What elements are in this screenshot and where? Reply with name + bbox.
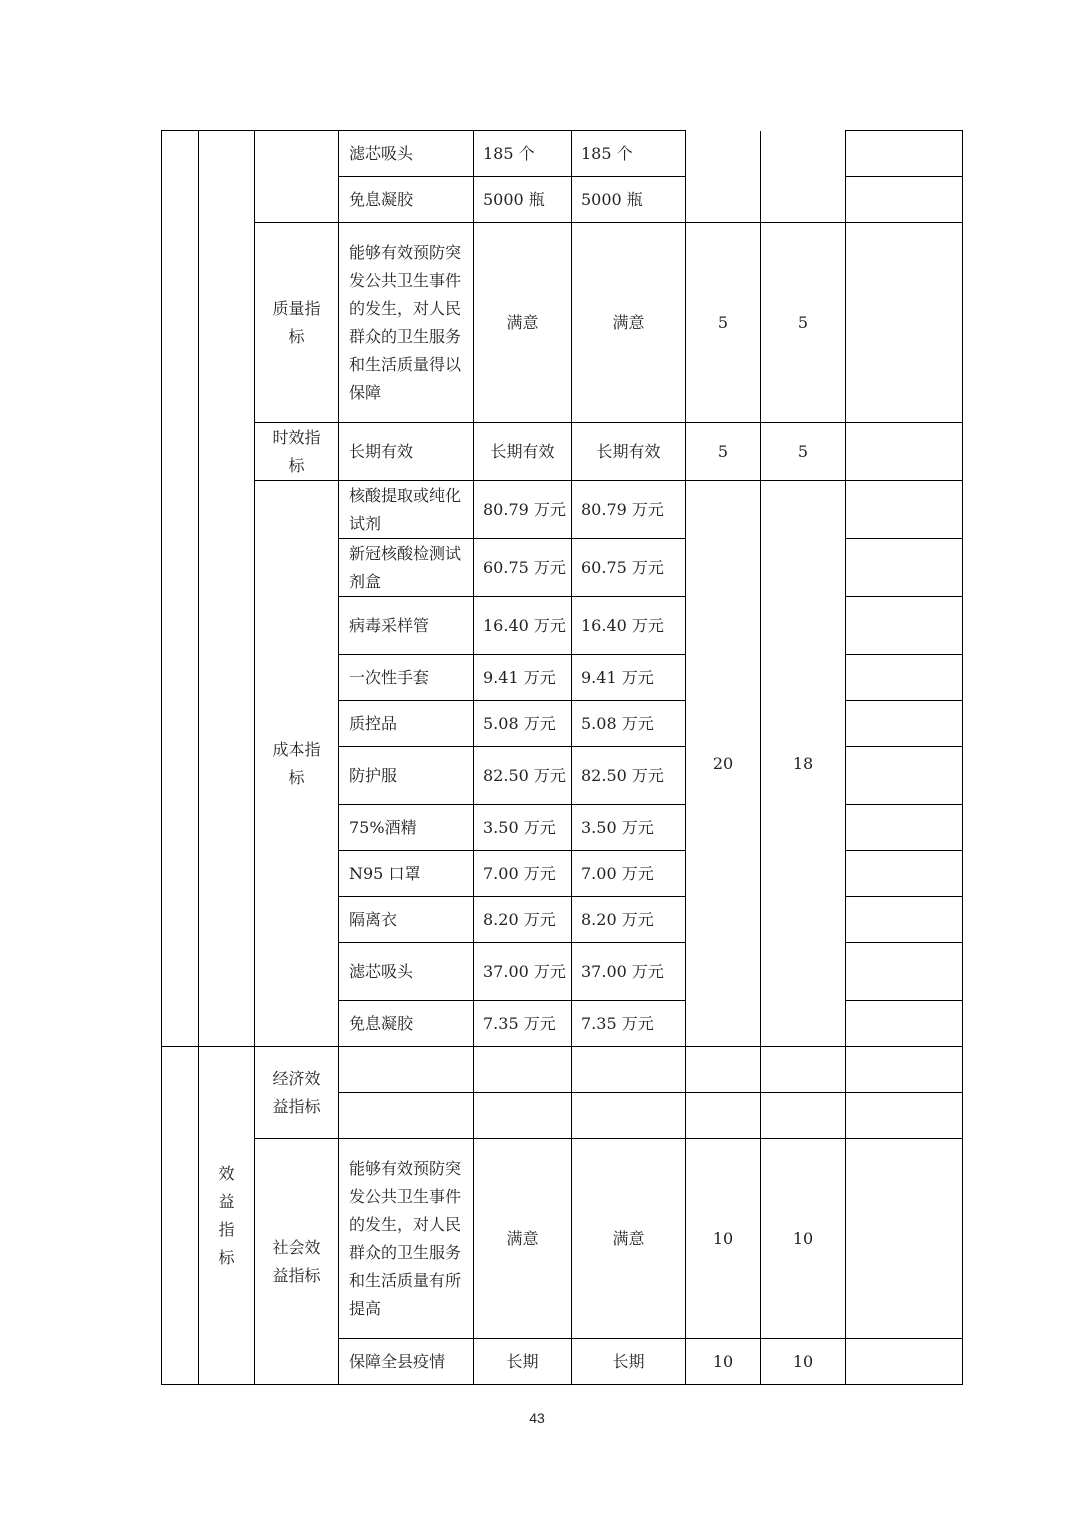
actual-cell: 长期有效 [572,423,686,481]
indicator-cell: 防护服 [339,747,474,805]
indicator-cell: N95 口罩 [339,851,474,897]
actual-cell: 60.75 万元 [572,539,686,597]
score-cell [761,1093,846,1139]
score-cell: 18 [761,481,846,1047]
score-cell [761,1047,846,1093]
indicator-cell: 能够有效预防突发公共卫生事件的发生，对人民群众的卫生服务和生活质量有所提高 [339,1139,474,1339]
table-row [162,1139,963,1339]
indicator-cell: 核酸提取或纯化试剂 [339,481,474,539]
note-cell [846,701,963,747]
note-cell [846,897,963,943]
economic-label: 经济效益指标 [272,1068,321,1116]
cost-label: 成本指标 [272,739,321,787]
quality-label-cell [255,223,339,423]
actual-cell [572,1047,686,1093]
target-cell: 37.00 万元 [474,943,572,1001]
target-cell: 长期有效 [474,423,572,481]
indicator-cell: 滤芯吸头 [339,131,474,177]
note-cell [846,943,963,1001]
actual-cell: 80.79 万元 [572,481,686,539]
note-cell [846,223,963,423]
score-cell [761,131,846,223]
target-cell: 16.40 万元 [474,597,572,655]
target-cell: 满意 [474,1139,572,1339]
social-label-cell [255,1139,339,1385]
weight-cell: 5 [686,223,761,423]
score-cell: 10 [761,1339,846,1385]
note-cell [846,539,963,597]
weight-cell: 10 [686,1139,761,1339]
actual-cell: 16.40 万元 [572,597,686,655]
table-row [162,423,963,481]
indicator-cell: 免息凝胶 [339,177,474,223]
actual-cell: 9.41 万元 [572,655,686,701]
level2-output-cell [199,131,255,1047]
target-cell: 7.00 万元 [474,851,572,897]
actual-cell: 满意 [572,1139,686,1339]
cost-label-cell [255,481,339,1047]
indicator-cell: 保障全县疫情 [339,1339,474,1385]
note-cell [846,851,963,897]
note-cell [846,1139,963,1339]
target-cell: 长期 [474,1339,572,1385]
level1-cell [162,131,199,1047]
note-cell [846,131,963,177]
score-cell: 5 [761,223,846,423]
indicator-cell [339,1093,474,1139]
indicator-cell: 长期有效 [339,423,474,481]
quality-label: 质量指标 [272,298,321,346]
actual-cell: 8.20 万元 [572,897,686,943]
actual-cell: 5.08 万元 [572,701,686,747]
actual-cell: 3.50 万元 [572,805,686,851]
note-cell [846,1339,963,1385]
target-cell: 3.50 万元 [474,805,572,851]
score-cell: 5 [761,423,846,481]
actual-cell [572,1093,686,1139]
timeliness-label-cell [255,423,339,481]
weight-cell [686,1047,761,1093]
note-cell [846,655,963,701]
weight-cell: 20 [686,481,761,1047]
target-cell: 5000 瓶 [474,177,572,223]
indicator-cell: 滤芯吸头 [339,943,474,1001]
note-cell [846,597,963,655]
target-cell: 满意 [474,223,572,423]
economic-label-cell [255,1047,339,1139]
quantity-label-cell [255,131,339,223]
actual-cell: 185 个 [572,131,686,177]
indicator-cell: 质控品 [339,701,474,747]
note-cell [846,1047,963,1093]
indicator-cell [339,1047,474,1093]
indicator-cell: 免息凝胶 [339,1001,474,1047]
target-cell: 5.08 万元 [474,701,572,747]
weight-cell: 5 [686,423,761,481]
target-cell: 7.35 万元 [474,1001,572,1047]
table-row [162,481,963,539]
actual-cell: 37.00 万元 [572,943,686,1001]
table-row [162,131,963,177]
note-cell [846,805,963,851]
benefit-label-cell [199,1047,255,1385]
level1-cell [162,1047,199,1385]
actual-cell: 满意 [572,223,686,423]
target-cell: 8.20 万元 [474,897,572,943]
actual-cell: 5000 瓶 [572,177,686,223]
target-cell [474,1047,572,1093]
score-cell: 10 [761,1139,846,1339]
actual-cell: 长期 [572,1339,686,1385]
indicator-cell: 一次性手套 [339,655,474,701]
indicator-cell: 75%酒精 [339,805,474,851]
weight-cell: 10 [686,1339,761,1385]
actual-cell: 7.35 万元 [572,1001,686,1047]
target-cell: 80.79 万元 [474,481,572,539]
note-cell [846,481,963,539]
actual-cell: 82.50 万元 [572,747,686,805]
indicator-cell: 新冠核酸检测试剂盒 [339,539,474,597]
timeliness-label: 时效指标 [272,427,321,475]
note-cell [846,747,963,805]
target-cell: 60.75 万元 [474,539,572,597]
indicator-cell: 病毒采样管 [339,597,474,655]
target-cell: 185 个 [474,131,572,177]
performance-indicator-table [161,130,963,1047]
table-row [162,223,963,423]
page-number: 43 [529,1410,545,1426]
social-label: 社会效益指标 [272,1237,321,1285]
note-cell [846,1001,963,1047]
indicator-cell: 能够有效预防突发公共卫生事件的发生，对人民群众的卫生服务和生活质量得以保障 [339,223,474,423]
benefit-indicator-table [161,1046,963,1385]
note-cell [846,1093,963,1139]
target-cell: 9.41 万元 [474,655,572,701]
target-cell [474,1093,572,1139]
indicator-cell: 隔离衣 [339,897,474,943]
note-cell [846,423,963,481]
benefit-label: 效益指标 [218,1163,235,1267]
actual-cell: 7.00 万元 [572,851,686,897]
table-row [162,1047,963,1093]
note-cell [846,177,963,223]
weight-cell [686,131,761,223]
target-cell: 82.50 万元 [474,747,572,805]
weight-cell [686,1093,761,1139]
